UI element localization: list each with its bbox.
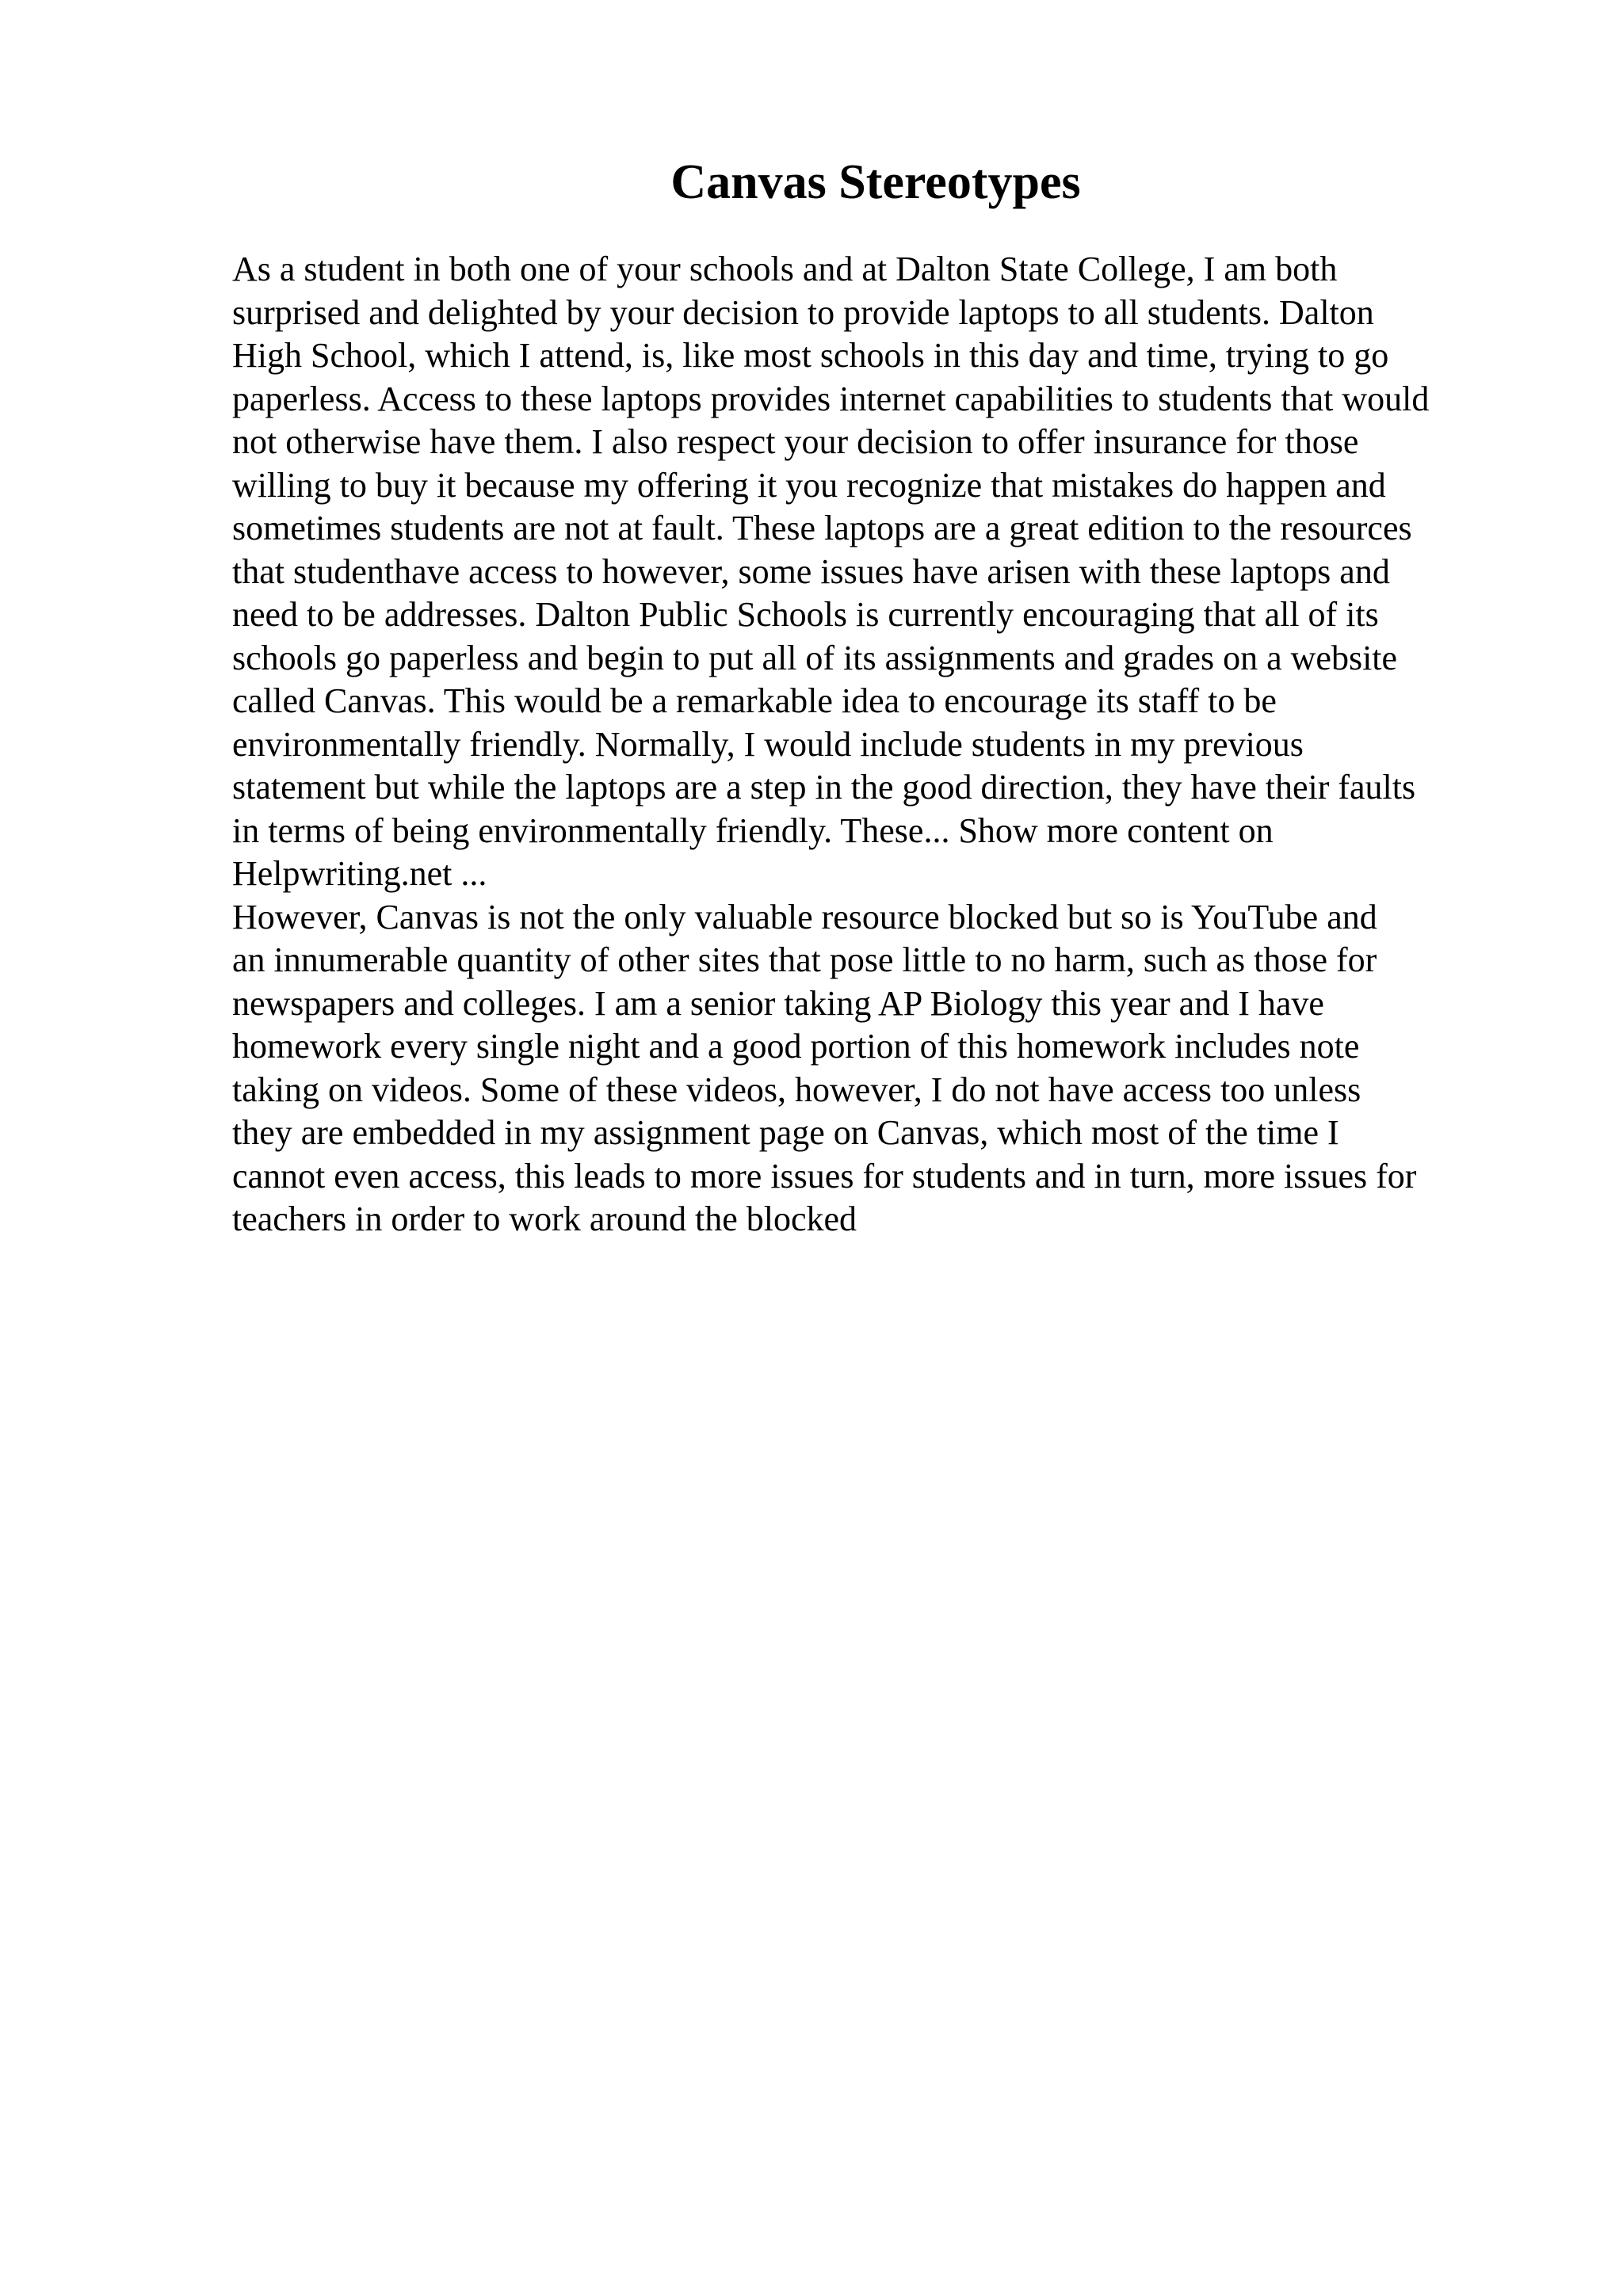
body-line: sometimes students are not at fault. These laptops are a great edition to the resources (232, 509, 1412, 547)
body-line: schools go paperless and begin to put all of its assignments and grades on a website (232, 638, 1398, 677)
body-line: However, Canvas is not the only valuable resource blocked but so is YouTube and (232, 897, 1377, 936)
body-line: need to be addresses. Dalton Public Schools is currently encouraging that all of its (232, 595, 1379, 634)
body-line: an innumerable quantity of other sites that pose little to no harm, such as those for (232, 940, 1377, 979)
body-line: willing to buy it because my offering it you recognize that mistakes do happen and (232, 465, 1386, 505)
body-line: called Canvas. This would be a remarkable idea to encourage its staff to be (232, 681, 1277, 720)
body-line: Helpwriting.net ... (232, 854, 487, 893)
body-line: As a student in both one of your schools and at Dalton State College, I am both (232, 250, 1338, 288)
body-line: environmentally friendly. Normally, I would include students in my previous (232, 724, 1304, 764)
document-body (232, 248, 1548, 1241)
body-line: not otherwise have them. I also respect your decision to offer insurance for those (232, 422, 1359, 461)
body-line: paperless. Access to these laptops provides internet capabilities to students that would (232, 379, 1430, 418)
body-line: High School, which I attend, is, like most schools in this day and time, trying to go (232, 336, 1389, 375)
body-line: that studenthave access to however, some issues have arisen with these laptops and (232, 551, 1390, 591)
body-line: statement but while the laptops are a step in the good direction, they have their faults (232, 768, 1416, 807)
body-line: homework every single night and a good portion of this homework includes note (232, 1027, 1360, 1066)
body-line: newspapers and colleges. I am a senior taking AP Biology this year and I have (232, 983, 1324, 1023)
body-line: teachers in order to work around the blocked (232, 1199, 857, 1238)
document-title: Canvas Stereotypes (670, 155, 1081, 209)
body-line: surprised and delighted by your decision to provide laptops to all students. Dalton (232, 292, 1374, 332)
body-line: taking on videos. Some of these videos, however, I do not have access too unless (232, 1070, 1361, 1109)
body-line: in terms of being environmentally friendly. These... Show more content on (232, 810, 1274, 850)
body-line: cannot even access, this leads to more issues for students and in turn, more issues for (232, 1156, 1417, 1196)
body-line: they are embedded in my assignment page on Canvas, which most of the time I (232, 1113, 1339, 1152)
